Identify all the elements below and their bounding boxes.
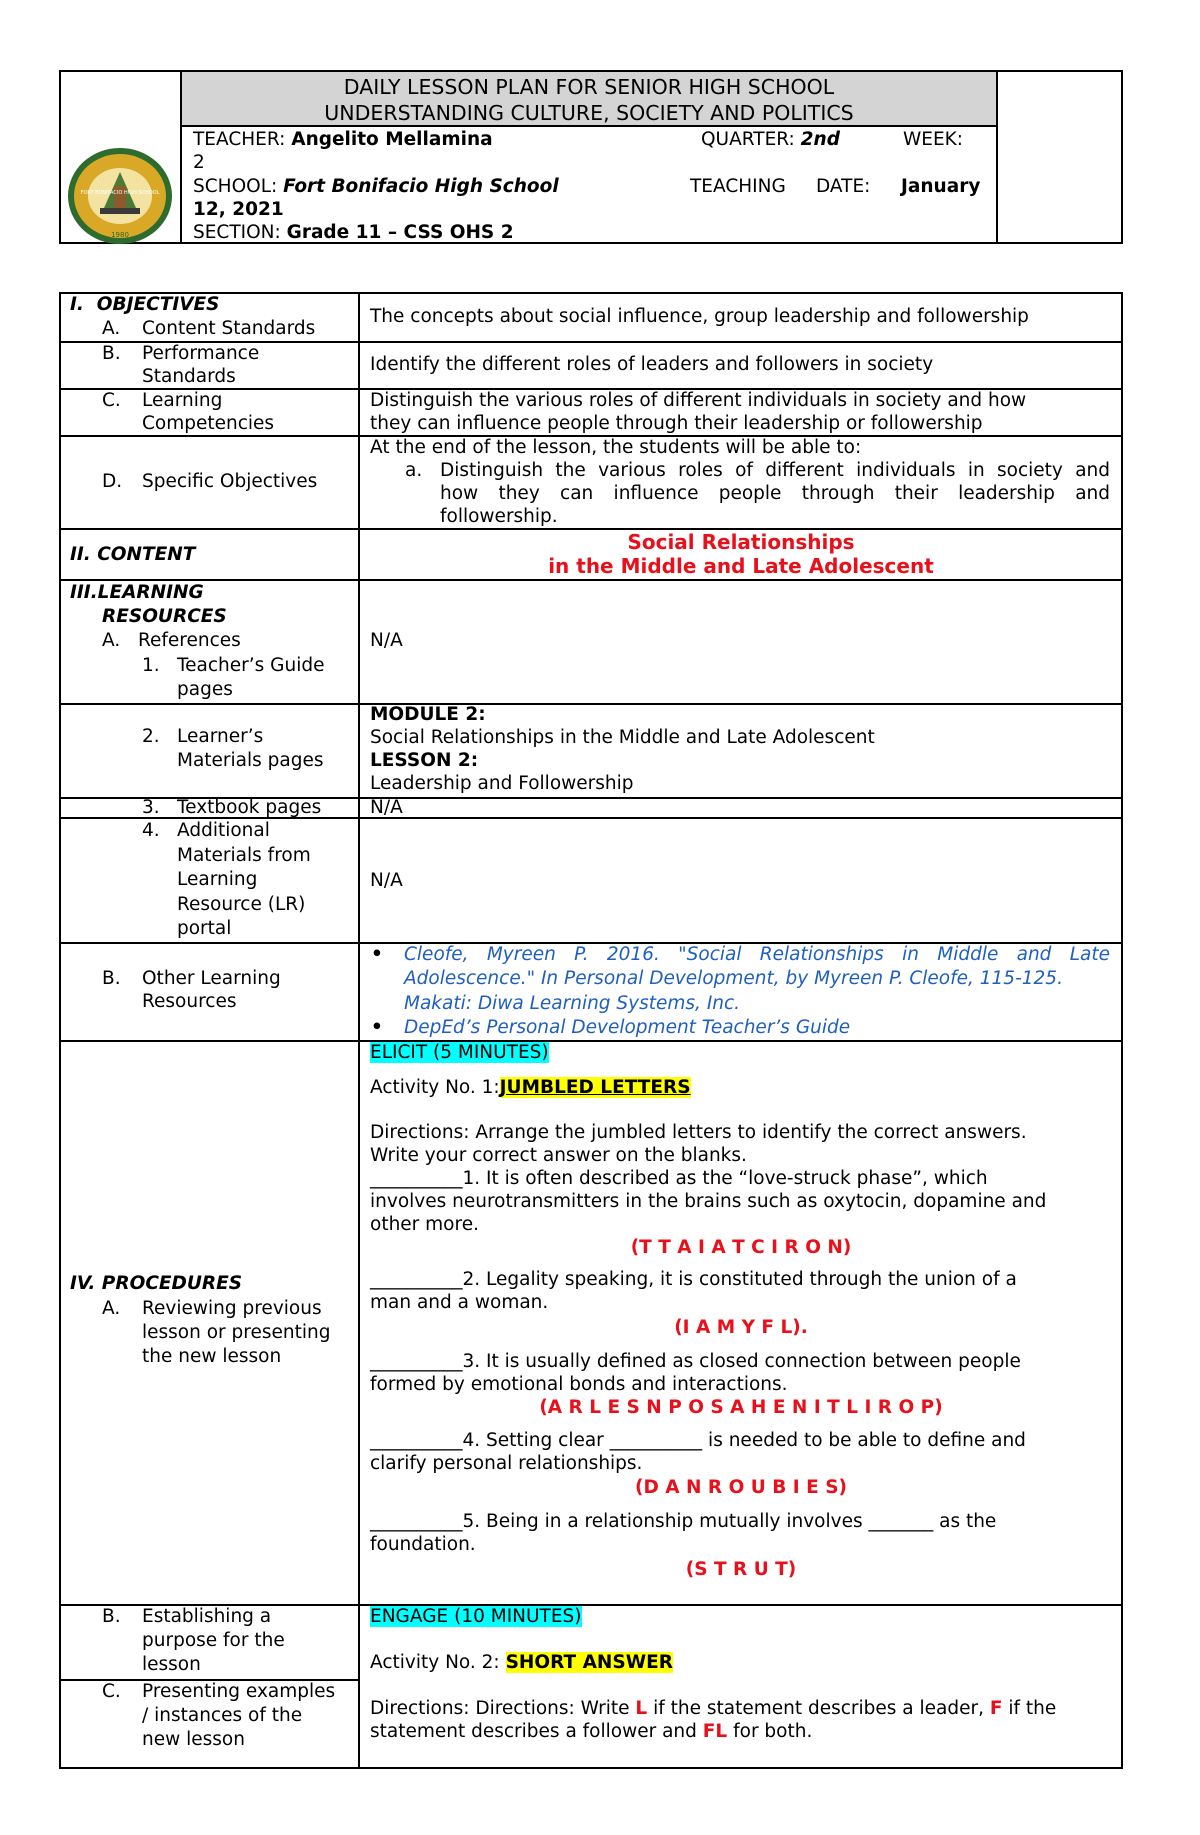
content-title-1: Social Relationships <box>627 530 855 554</box>
resource-4-text-2: Materials from <box>177 845 311 866</box>
school-label: SCHOOL: <box>193 176 278 197</box>
question-5-line-2: foundation. <box>370 1534 476 1555</box>
objective-a-text: Content Standards <box>142 318 316 339</box>
directions-2-text-b: if the statement describes a leader, <box>647 1698 990 1719</box>
logo-text-top: FORT BONIFACIO HIGH SCHOOL <box>80 190 160 196</box>
table-column-divider <box>358 292 360 1769</box>
procedure-c-text-1: Presenting examples <box>142 1681 336 1702</box>
objective-d-item-label: a. <box>405 460 423 481</box>
directions-2-line-1 <box>370 1697 1056 1720</box>
question-2-jumbled: (I A M Y F L). <box>674 1317 808 1338</box>
resource-3-label: 3. <box>142 797 160 818</box>
teacher-name: Angelito Mellamina <box>291 129 493 150</box>
question-5-line-1: __________5. Being in a relationship mutually involves _______ as the <box>370 1511 997 1532</box>
question-4-line-1: __________4. Setting clear __________ is needed to be able to define and <box>370 1430 1026 1451</box>
resource-1-label: 1. <box>142 655 160 676</box>
engage-label <box>370 1605 582 1628</box>
module-label: MODULE 2: <box>370 704 486 725</box>
objective-c-text-2: Competencies <box>142 413 275 434</box>
objective-d-item-1: Distinguish the various roles of different individuals in society and <box>440 460 1110 481</box>
activity-2-title: SHORT ANSWER <box>505 1652 673 1673</box>
title-line-1: DAILY LESSON PLAN FOR SENIOR HIGH SCHOOL <box>343 75 835 99</box>
resource-1-value: N/A <box>370 630 403 651</box>
directions-2-text-e: for both. <box>727 1721 813 1742</box>
content-title-2: in the Middle and Late Adolescent <box>548 554 934 578</box>
directions-2-both-code: FL <box>702 1721 728 1742</box>
directions-1-line-2: Write your correct answer on the blanks. <box>370 1145 747 1166</box>
procedure-c-text-2: / instances of the <box>142 1705 303 1726</box>
week-label: WEEK: <box>903 129 964 150</box>
objective-b-text-1: Performance <box>142 343 260 364</box>
row-separator <box>59 703 1123 705</box>
procedure-b-text-3: lesson <box>142 1654 201 1675</box>
resource-4-text-1: Additional <box>177 820 270 841</box>
directions-2-text-d: statement describes a follower and <box>370 1721 703 1742</box>
objectives-heading: I. OBJECTIVES <box>70 294 220 315</box>
elicit-label <box>370 1041 549 1064</box>
objective-b-text-2: Standards <box>142 366 236 387</box>
objective-b-value: Identify the different roles of leaders and followers in society <box>370 354 934 375</box>
other-resources-text-1: Other Learning <box>142 968 281 989</box>
question-1-line-3: other more. <box>370 1214 479 1235</box>
date-value-1: January <box>901 176 981 197</box>
row-separator <box>59 1040 1123 1042</box>
objective-a-value: The concepts about social influence, group leadership and followership <box>370 306 1029 327</box>
objective-d-item-3: followership. <box>440 506 558 527</box>
activity-2-prefix: Activity No. 2: <box>370 1652 500 1673</box>
question-5-jumbled: (S T R U T) <box>685 1559 797 1580</box>
procedures-heading: IV. PROCEDURES <box>70 1273 243 1294</box>
objective-c-label: C. <box>102 390 121 411</box>
procedure-b-label: B. <box>102 1606 121 1627</box>
row-separator <box>59 579 1123 581</box>
bullet-icon: • <box>371 1017 383 1038</box>
quarter-value: 2nd <box>800 129 840 150</box>
procedure-a-text-2: lesson or presenting <box>142 1322 331 1343</box>
week-value: 2 <box>193 152 205 173</box>
procedure-b-text-1: Establishing a <box>142 1606 272 1627</box>
reference-cleofe-1[interactable]: Cleofe, Myreen P. 2016. "Social Relationships in Middle and Late <box>404 944 1110 965</box>
module-title: Social Relationships in the Middle and Late Adolescent <box>370 727 875 748</box>
question-3-line-1: __________3. It is usually defined as closed connection between people <box>370 1351 1021 1372</box>
resource-2-text-1: Learner’s <box>177 726 264 747</box>
question-1-line-1: __________1. It is often described as the “love-struck phase”, which <box>370 1168 988 1189</box>
question-4-line-2: clarify personal relationships. <box>370 1453 643 1474</box>
date-label: DATE: <box>816 176 871 197</box>
section-label: SECTION: <box>193 222 281 243</box>
header-divider-right <box>996 70 998 244</box>
resource-4-text-3: Learning <box>177 869 258 890</box>
objective-b-label: B. <box>102 343 121 364</box>
activity-1-title: JUMBLED LETTERS <box>499 1077 691 1098</box>
activity-1 <box>370 1076 691 1099</box>
school-field <box>193 175 559 198</box>
date-value-2: 12, 2021 <box>193 199 284 220</box>
references-label: A. <box>102 630 121 651</box>
objective-d-intro: At the end of the lesson, the students will be able to: <box>370 437 862 458</box>
school-logo <box>64 146 176 246</box>
section-field <box>193 221 514 244</box>
content-heading: II. CONTENT <box>70 544 196 565</box>
question-1-jumbled: (T T A I A T C I R O N) <box>630 1237 852 1258</box>
engage-highlight: ENGAGE (10 MINUTES) <box>370 1606 582 1627</box>
procedure-a-label: A. <box>102 1298 121 1319</box>
teacher-label: TEACHER: <box>193 129 286 150</box>
directions-2-line-2 <box>370 1720 812 1743</box>
resource-2-label: 2. <box>142 726 160 747</box>
bullet-icon: • <box>371 944 383 965</box>
resources-heading-2: RESOURCES <box>102 606 227 627</box>
lesson-label: LESSON 2: <box>370 750 479 771</box>
activity-1-prefix: Activity No. 1: <box>370 1077 500 1098</box>
procedure-b-text-2: purpose for the <box>142 1630 285 1651</box>
directions-2-text-a: Directions: Directions: Write <box>370 1698 636 1719</box>
section-value: Grade 11 – CSS OHS 2 <box>286 222 514 243</box>
resource-1-text-1: Teacher’s Guide <box>177 655 325 676</box>
procedure-a-text-3: the new lesson <box>142 1346 282 1367</box>
quarter-field <box>701 128 840 151</box>
procedure-a-text-1: Reviewing previous <box>142 1298 322 1319</box>
quarter-label: QUARTER: <box>701 129 795 150</box>
teaching-label: TEACHING <box>690 176 786 197</box>
question-4-jumbled: (D A N R O U B I E S) <box>635 1477 847 1498</box>
question-2-line-1: __________2. Legality speaking, it is constituted through the union of a <box>370 1269 1017 1290</box>
teacher-field <box>193 128 493 151</box>
school-name: Fort Bonifacio High School <box>283 176 559 197</box>
reference-cleofe-3[interactable]: Makati: Diwa Learning Systems, Inc. <box>404 993 741 1014</box>
question-1-line-2: involves neurotransmitters in the brains such as oxytocin, dopamine and <box>370 1191 1047 1212</box>
question-3-line-2: formed by emotional bonds and interactions. <box>370 1374 788 1395</box>
procedure-c-label: C. <box>102 1681 121 1702</box>
objective-c-value-2: they can influence people through their leadership or followership <box>370 413 983 434</box>
resource-2-text-2: Materials pages <box>177 750 324 771</box>
other-resources-text-2: Resources <box>142 991 237 1012</box>
resource-1-text-2: pages <box>177 679 233 700</box>
objective-a-label: A. <box>102 318 121 339</box>
resource-3-text: Textbook pages <box>177 797 322 818</box>
objective-d-text: Specific Objectives <box>142 471 318 492</box>
logo-text-bottom: 1980 <box>111 231 129 239</box>
resource-4-text-5: portal <box>177 918 232 939</box>
row-separator <box>59 528 1123 530</box>
other-resources-label: B. <box>102 968 121 989</box>
references-text: References <box>138 630 241 651</box>
resource-4-label: 4. <box>142 820 160 841</box>
resource-4-value: N/A <box>370 870 403 891</box>
resource-4-text-4: Resource (LR) <box>177 894 306 915</box>
directions-2-leader-code: L <box>635 1698 648 1719</box>
objective-c-text-1: Learning <box>142 390 223 411</box>
objective-d-label: D. <box>102 471 123 492</box>
reference-deped-guide[interactable]: DepEd’s Personal Development Teacher’s Guide <box>404 1017 851 1038</box>
activity-2 <box>370 1651 673 1674</box>
directions-2-text-c: if the <box>1002 1698 1057 1719</box>
lesson-title: Leadership and Followership <box>370 773 634 794</box>
elicit-highlight: ELICIT (5 MINUTES) <box>370 1042 549 1063</box>
resources-heading-1: III.LEARNING <box>70 582 204 603</box>
question-3-jumbled: (A R L E S N P O S A H E N I T L I R O P) <box>539 1397 943 1418</box>
resource-3-value: N/A <box>370 797 403 818</box>
objective-d-item-2: how they can influence people through their leadership and <box>440 483 1110 504</box>
reference-cleofe-2[interactable]: Adolescence." In Personal Development, by Myreen P. Cleofe, 115-125. <box>404 968 1063 989</box>
objective-c-value-1: Distinguish the various roles of different individuals in society and how <box>370 390 1027 411</box>
title-line-2: UNDERSTANDING CULTURE, SOCIETY AND POLITICS <box>324 101 854 125</box>
directions-2-follower-code: F <box>989 1698 1003 1719</box>
directions-1-line-1: Directions: Arrange the jumbled letters to identify the correct answers. <box>370 1122 1027 1143</box>
question-2-line-2: man and a woman. <box>370 1292 549 1313</box>
procedure-c-text-3: new lesson <box>142 1729 245 1750</box>
